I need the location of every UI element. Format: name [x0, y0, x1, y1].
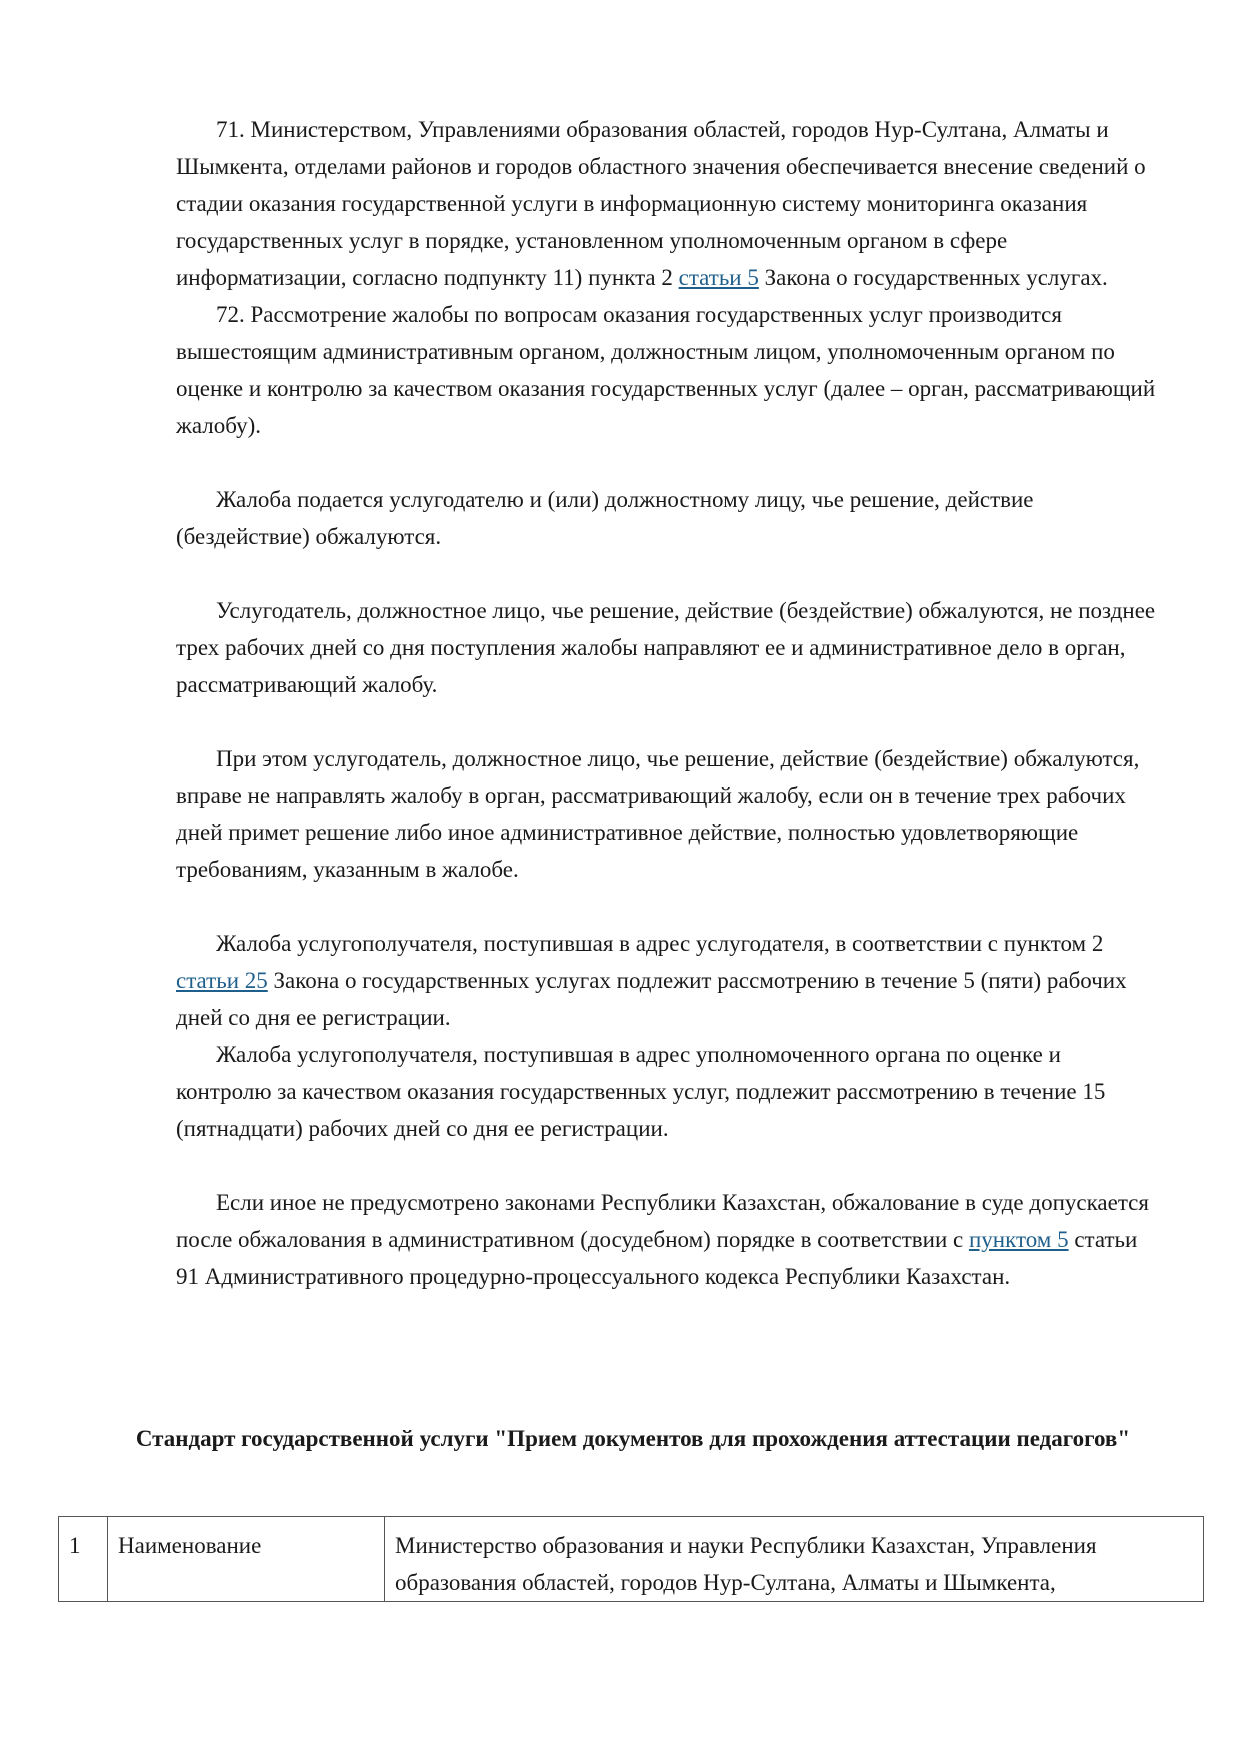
paragraph-provider-forward: Услугодатель, должностное лицо, чье решение, действие (бездействие) обжалуются, не позднее трех рабочих дней со дня поступления жалобы направляют ее и административное дело в орган, рассматривающий жалобу. — [176, 598, 1156, 697]
link-article-25[interactable]: статьи 25 — [176, 968, 268, 993]
paragraph-right-not-forward: При этом услугодатель, должностное лицо, чье решение, действие (бездействие) обжалуются, вправе не направлять жалобу в орган, рассматривающий жалобу, если он в течение трех рабочих дней примет решение либо иное административное действие, полностью удовлетворяющие требованиям, указанным в жалобе. — [176, 746, 1140, 882]
paragraph-court: Если иное не предусмотрено законами Республики Казахстан, обжалование в суде допускается после обжалования в административном (досудебном) порядке в соответствии с пунктом 5 статьи 91 Административного процедурно-процессуального кодекса Республики Казахстан. — [176, 1190, 1149, 1289]
paragraph-complaint-filed: Жалоба подается услугодателю и (или) должностному лицу, чье решение, действие (бездействие) обжалуются. — [176, 487, 1034, 549]
paragraph-five-days: Жалоба услугополучателя, поступившая в адрес услугодателя, в соответствии с пунктом 2 статьи 25 Закона о государственных услугах подлежит рассмотрению в течение 5 (пяти) рабочих дней со дня ее регистрации. — [176, 931, 1127, 1030]
link-article-5[interactable]: статьи 5 — [678, 265, 759, 290]
row-label: Наименование — [108, 1517, 385, 1602]
paragraph-72: 72. Рассмотрение жалобы по вопросам оказания государственных услуг производится вышестоящим административным органом, должностным лицом, уполномоченным органом по оценке и контролю за качеством оказания государственных услуг (далее – орган, рассматривающий жалобу). — [176, 302, 1156, 438]
paragraph-71: 71. Министерством, Управлениями образования областей, городов Нур-Султана, Алматы и Шымкента, отделами районов и городов областного значения обеспечивается внесение сведений о стадии оказания государственной услуги в информационную систему мониторинга оказания государственных услуг в порядке, установленном уполномоченным органом в сфере информатизации, согласно подпункту 11) пункта 2 статьи 5 Закона о государственных услугах. — [176, 117, 1146, 290]
row-value: Министерство образования и науки Республики Казахстан, Управления образования областей, городов Нур-Султана, Алматы и Шымкента, — [385, 1517, 1204, 1602]
complaints-section — [176, 111, 1161, 1295]
table-row — [59, 1517, 1204, 1602]
row-number: 1 — [59, 1517, 108, 1602]
paragraph-fifteen-days: Жалоба услугополучателя, поступившая в адрес уполномоченного органа по оценке и контролю за качеством оказания государственных услуг, подлежит рассмотрению в течение 15 (пятнадцати) рабочих дней со дня ее регистрации. — [176, 1042, 1106, 1141]
standard-title: Стандарт государственной услуги "Прием документов для прохождения аттестации педагогов" — [135, 1426, 1131, 1451]
standard-table — [58, 1516, 1204, 1602]
link-point-5[interactable]: пунктом 5 — [968, 1227, 1069, 1252]
